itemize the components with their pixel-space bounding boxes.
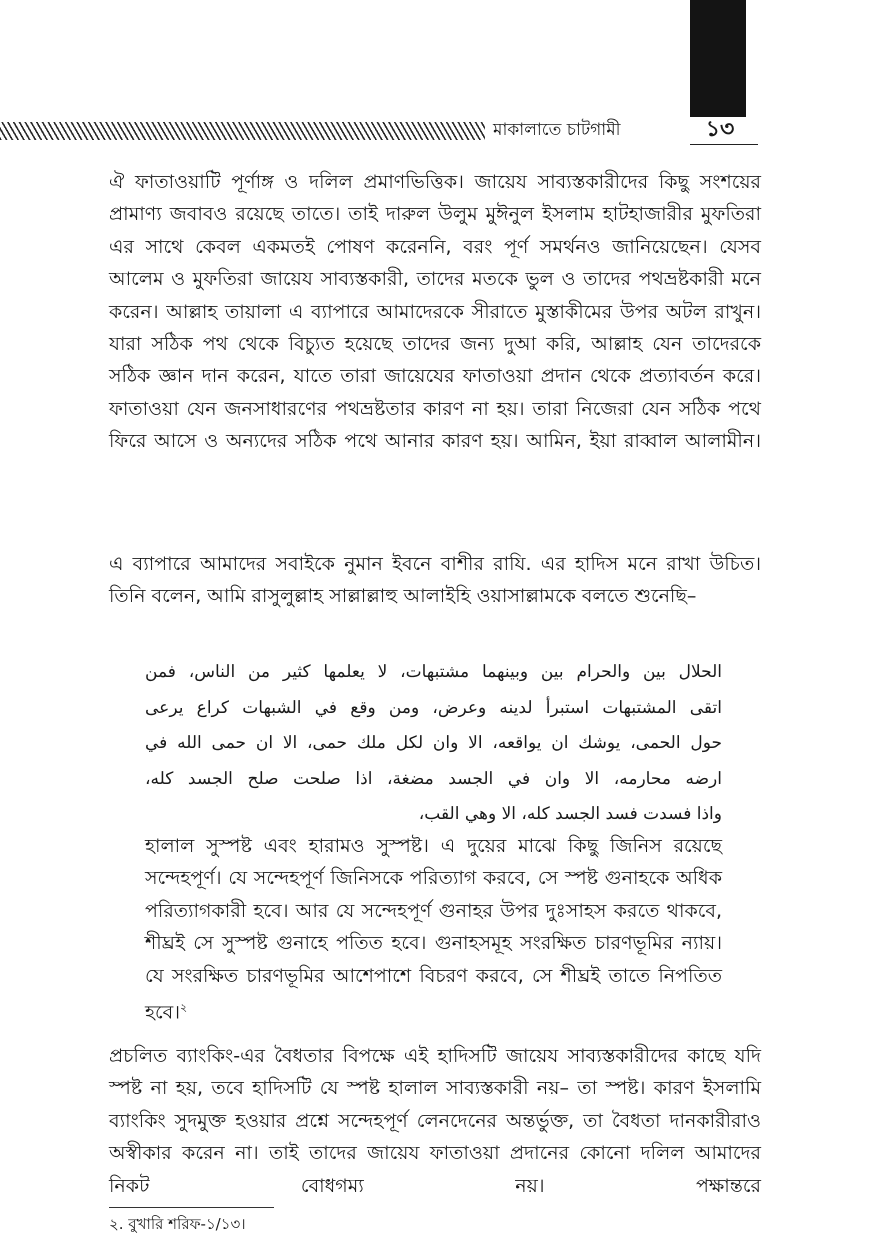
decorative-hatch-rule — [0, 122, 485, 140]
paragraph-1-block — [109, 166, 761, 458]
arabic-line: واذا فسدت فسد الجسد كله، الا وهي القب، — [418, 804, 722, 825]
paragraph-1: ঐ ফাতাওয়াটি পূর্ণাঙ্গ ও দলিল প্রমাণভিত্তিক। জায়েয সাব্যস্তকারীদের কিছু সংশয়ের প্রামাণ্য জবাবও রয়েছে তাতে। তাই দারুল উলুম মুঈনুল ইসলাম হাটহাজারীর মুফতিরা এর সাথে কেবল একমতই পোষণ করেননি, বরং পূর্ণ সমর্থনও জানিয়েছেন। যেসব আলেম ও মুফতিরা জায়েয সাব্যস্তকারী, তাদের মতকে ভুল ও তাদের পথভ্রষ্টকারী মনে করেন। আল্লাহ তায়ালা এ ব্যাপারে আমাদেরকে সীরাতে মুস্তাকীমের উপর অটল রাখুন। যারা সঠিক পথ থেকে বিচ্যুত হয়েছে তাদের জন্য দুআ করি, আল্লাহ যেন তাদেরকে সঠিক জ্ঞান দান করেন, যাতে তারা জায়েযের ফাতাওয়া প্রদান থেকে প্রত্যাবর্তন করে। ফাতাওয়া যেন জনসাধারণের পথভ্রষ্টতার কারণ না হয়। তারা নিজেরা যেন সঠিক পথে ফিরে আসে ও অন্যদের সঠিক পথে আনার কারণ হয়। আমিন, ইয়া রাব্বাল আলামীন। — [109, 171, 761, 453]
paragraph-3: প্রচলিত ব্যাংকিং-এর বৈধতার বিপক্ষে এই হাদিসটি জায়েয সাব্যস্তকারীদের কাছে যদি স্পষ্ট না হয়, তবে হাদিসটি যে স্পষ্ট হালাল সাব্যস্তকারী নয়– তা স্পষ্ট। কারণ ইসলামি ব্যাংকিং সুদমুক্ত হওয়ার প্রশ্নে সন্দেহপূর্ণ লেনদেনের অন্তর্ভুক্ত, তা বৈধতা দানকারীরাও অস্বীকার করেন না। তাই তাদের জায়েয ফাতাওয়া প্রদানের কোনো দলিল আমাদের নিকট বোধগম্য নয়। পক্ষান্তরে — [109, 1045, 761, 1197]
footnote-marker: ২ — [180, 1001, 188, 1015]
hadith-translation — [145, 830, 722, 1029]
arabic-line: الحلال بين والحرام بين وبينهما مشتبهات، لا يعلمها كثير من الناس، فمن — [145, 662, 722, 682]
running-header — [0, 118, 869, 148]
arabic-line: حول الحمى، يوشك ان يواقعه، الا وان لكل ملك حمى، الا ان حمى الله في — [145, 733, 722, 754]
footnote-rule — [109, 1207, 274, 1208]
arabic-line: ارضه محارمه، الا وان في الجسد مضغة، اذا صلحت صلح الجسد كله، — [145, 768, 722, 789]
paragraph-3-block — [109, 1040, 761, 1202]
hadith-translation-block — [145, 830, 722, 1029]
translation-text: হালাল সুস্পষ্ট এবং হারামও সুস্পষ্ট। এ দুয়ের মাঝে কিছু জিনিস রয়েছে সন্দেহপূর্ণ। যে সন্দেহপূর্ণ জিনিসকে পরিত্যাগ করবে, সে স্পষ্ট গুনাহকে অধিক পরিত্যাগকারী হবে। আর যে সন্দেহপূর্ণ গুনাহর উপর দুঃসাহস করতে থাকবে, শীঘ্রই সে সুস্পষ্ট গুনাহে পতিত হবে। গুনাহসমূহ সংরক্ষিত চারণভূমির ন্যায়। যে সংরক্ষিত চারণভূমির আশেপাশে বিচরণ করবে, সে শীঘ্রই তাতে নিপতিত হবে। — [145, 835, 722, 1024]
running-title: মাকালাতে চাটগামী — [493, 120, 621, 140]
page-number: ১৩ — [705, 117, 735, 142]
header-rule — [690, 144, 758, 145]
footnote-text: ২. বুখারি শরিফ-১/১৩। — [109, 1215, 246, 1233]
arabic-hadith-quote — [145, 655, 722, 833]
chapter-tab — [690, 0, 746, 117]
paragraph-2: এ ব্যাপারে আমাদের সবাইকে নুমান ইবনে বাশীর রাযি. এর হাদিস মনে রাখা উচিত। তিনি বলেন, আমি রাসুলুল্লাহ সাল্লাল্লাহু আলাইহি ওয়াসাল্লামকে বলতে শুনেছি– — [109, 553, 761, 608]
arabic-line: اتقى المشتبهات استبرأ لدينه وعرض، ومن وقع في الشبهات كراع يرعى — [145, 697, 722, 718]
paragraph-2-block — [109, 548, 761, 613]
